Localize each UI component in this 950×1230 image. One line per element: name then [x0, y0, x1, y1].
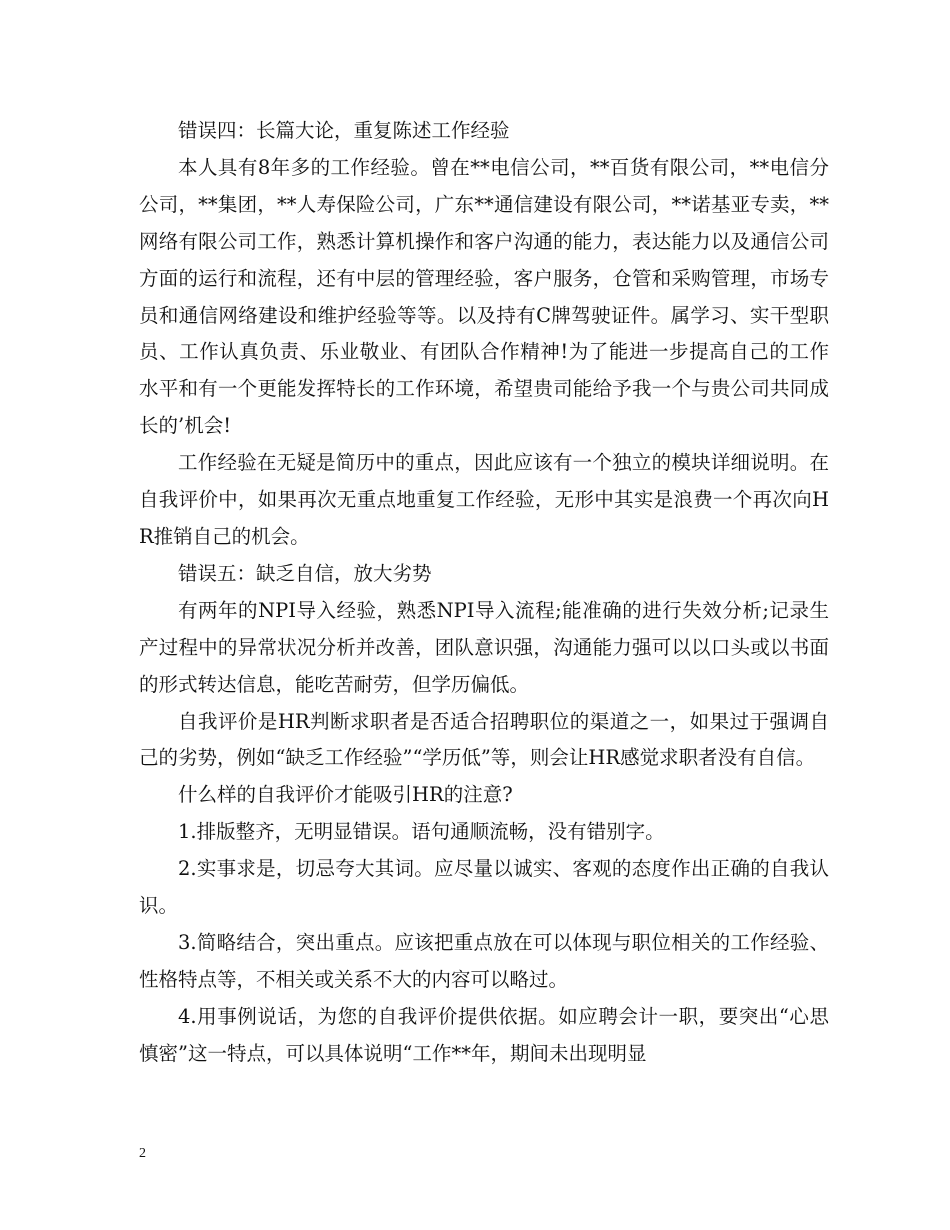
heading-mistake-four: 错误四：长篇大论，重复陈述工作经验	[178, 119, 510, 142]
heading-mistake-five: 错误五：缺乏自信，放大劣势	[178, 561, 432, 585]
question-heading: 什么样的自我评价才能吸引HR的注意?	[178, 783, 513, 807]
example-paragraph-lack-confidence: 有两年的NPI导入经验，熟悉NPI导入流程;能准确的进行失效分析;记录生产过程中的异常状况分析并改善，团队意识强，沟通能力强可以以口头或以书面的形式转达信息，能吃苦耐劳，但学历偏低。	[139, 598, 829, 696]
tip-item-1: 1.排版整齐，无明显错误。语句通顺流畅，没有错别字。	[178, 820, 665, 844]
explanation-paragraph-work-experience: 工作经验在无疑是简历中的重点，因此应该有一个独立的模块详细说明。在自我评价中，如果再次无重点地重复工作经验，无形中其实是浪费一个再次向HR推销自己的机会。	[139, 451, 829, 548]
page-number: 2	[139, 1146, 146, 1161]
tip-item-2: 2.实事求是，切忌夸大其词。应尽量以诚实、客观的态度作出正确的自我认识。	[139, 857, 829, 918]
explanation-paragraph-lack-confidence: 自我评价是HR判断求职者是否适合招聘职位的渠道之一，如果过于强调自己的劣势，例如“缺乏工作经验”“学历低”等，则会让HR感觉求职者没有自信。	[139, 709, 829, 770]
example-paragraph-work-experience: 本人具有8年多的工作经验。曾在**电信公司，**百货有限公司，**电信分公司，**集团，**人寿保险公司，广东**通信建设有限公司，**诺基亚专卖，**网络有限公司工作，熟悉计算机操作和客户沟通的能力，表达能力以及通信公司方面的运行和流程，还有中层的管理经验，客户服务，仓管和采购管理，市场专员和通信网络建设和维护经验等等。以及持有C牌驾驶证件。属学习、实干型职员、工作认真负责、乐业敬业、有团队合作精神!为了能进一步提高自己的工作水平和有一个更能发挥特长的工作环境，希望贵司能给予我一个与贵公司共同成长的’机会!	[139, 155, 829, 438]
tip-item-3: 3.简略结合，突出重点。应该把重点放在可以体现与职位相关的工作经验、性格特点等，不相关或关系不大的内容可以略过。	[139, 930, 829, 991]
document-body	[139, 113, 829, 1073]
tip-item-4: 4.用事例说话，为您的自我评价提供依据。如应聘会计一职，要突出“心思慎密”这一特点，可以具体说明“工作**年，期间未出现明显	[139, 1004, 829, 1065]
